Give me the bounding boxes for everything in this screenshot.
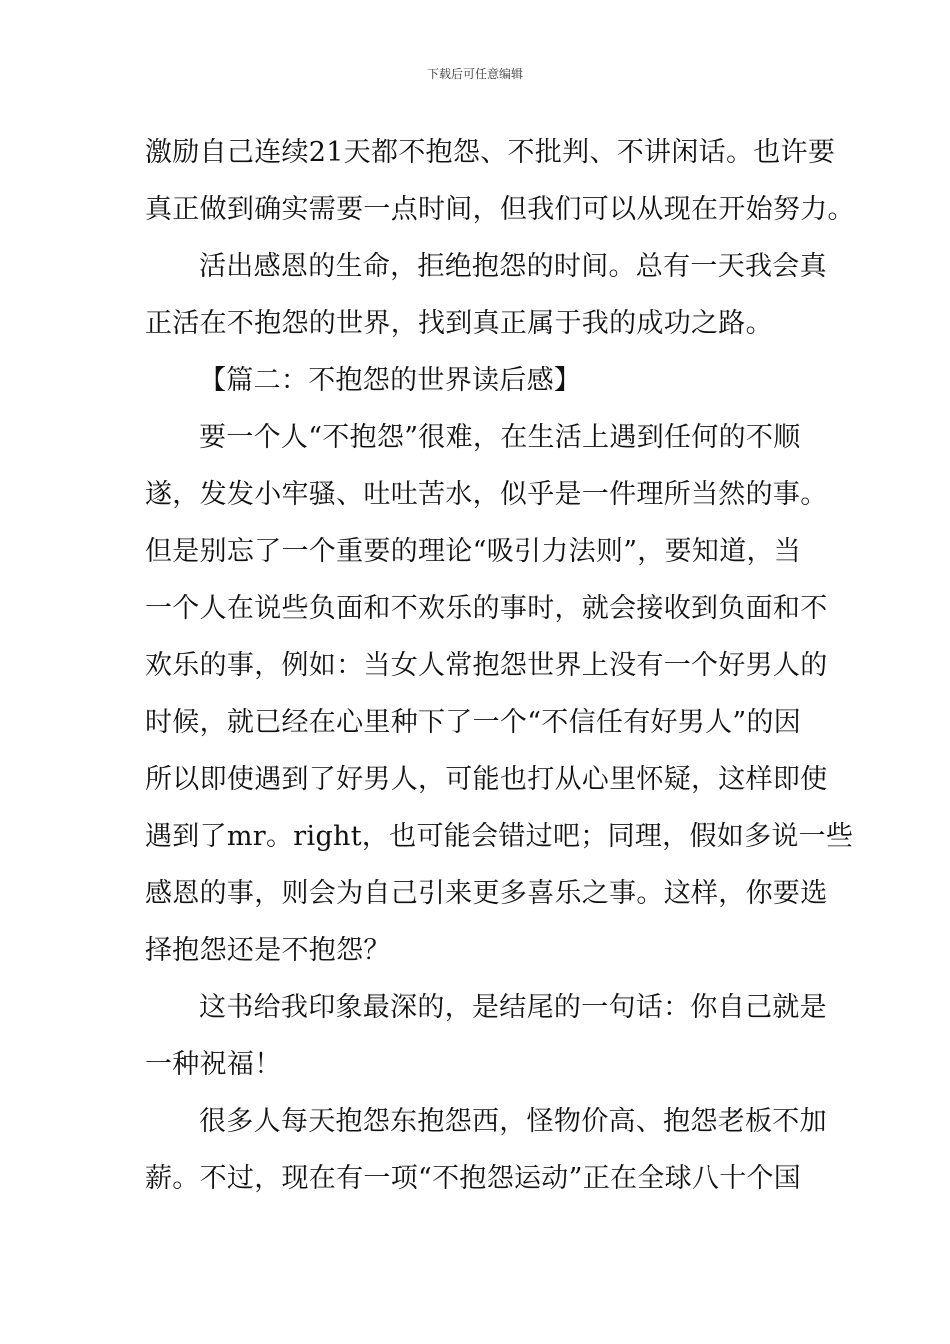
text-line: 欢乐的事，例如：当女人常抱怨世界上没有一个好男人的 [145, 650, 828, 681]
text-line: 感恩的事，则会为自己引来更多喜乐之事。这样，你要选 [145, 878, 828, 909]
text-line: 薪。不过，现在有一项“不抱怨运动”正在全球八十个国 [145, 1163, 802, 1194]
paragraph-start-line: 这书给我印象最深的，是结尾的一句话：你自己就是 [199, 992, 827, 1023]
section-heading: 【篇二：不抱怨的世界读后感】 [199, 365, 582, 396]
paragraph-start-line: 要一个人“不抱怨”很难，在生活上遇到任何的不顺 [199, 422, 801, 453]
text-line: 择抱怨还是不抱怨？ [145, 935, 391, 966]
text-line: 正活在不抱怨的世界，找到真正属于我的成功之路。 [145, 308, 773, 339]
text-line: 时候，就已经在心里种下了一个“不信任有好男人”的因 [145, 707, 802, 738]
text-line: 但是别忘了一个重要的理论“吸引力法则”，要知道，当 [145, 536, 802, 567]
text-line: 一个人在说些负面和不欢乐的事时，就会接收到负面和不 [145, 593, 828, 624]
text-line: 遂，发发小牢骚、吐吐苦水，似乎是一件理所当然的事。 [145, 479, 828, 510]
paragraph-start-line: 活出感恩的生命，拒绝抱怨的时间。总有一天我会真 [199, 251, 827, 282]
paragraph-start-line: 很多人每天抱怨东抱怨西，怪物价高、抱怨老板不加 [199, 1106, 827, 1137]
text-line: 激励自己连续21天都不抱怨、不批判、不讲闲话。也许要 [145, 137, 836, 168]
text-line: 所以即使遇到了好男人，可能也打从心里怀疑，这样即使 [145, 764, 828, 795]
page-header: 下载后可任意编辑 [426, 67, 523, 81]
text-line: 遇到了mr。right，也可能会错过吧；同理，假如多说一些 [145, 821, 854, 852]
text-line: 真正做到确实需要一点时间，但我们可以从现在开始努力。 [145, 194, 855, 225]
text-line: 一种祝福！ [145, 1049, 282, 1080]
